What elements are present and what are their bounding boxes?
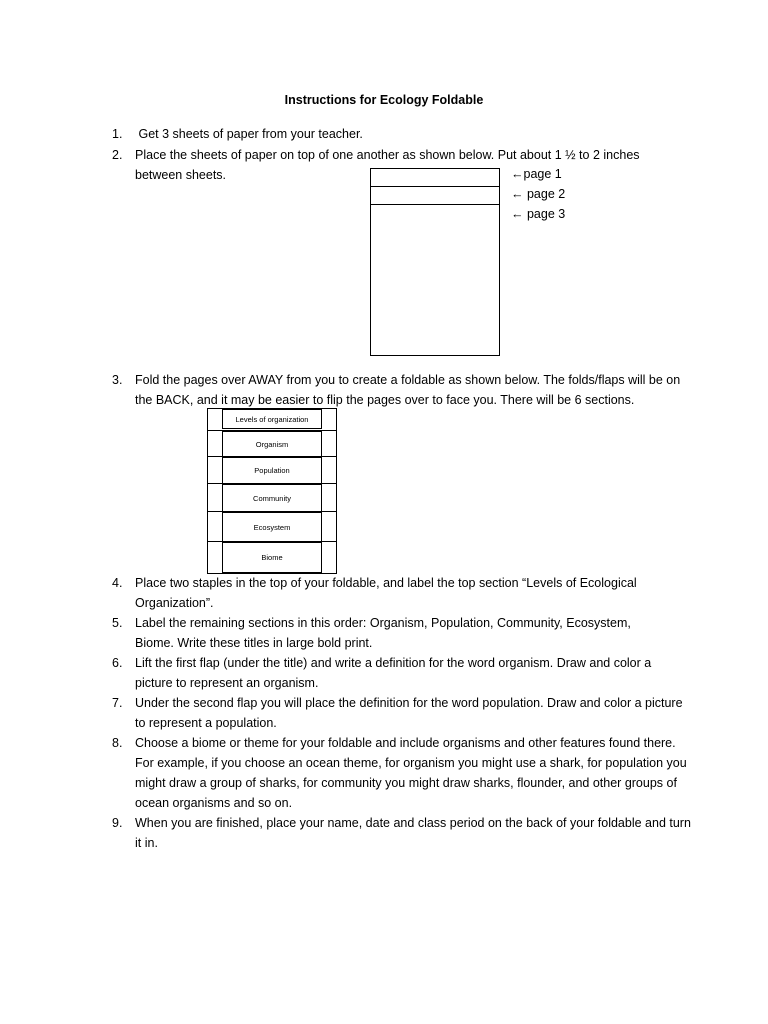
step-number: 6. <box>112 656 123 670</box>
step-9 <box>112 813 692 853</box>
step-number: 9. <box>112 816 123 830</box>
page-2-label: ← page 2 <box>511 187 566 201</box>
step-text: Choose a biome or theme for your foldable and include organisms and other features found there. For example, if you choose an ocean theme, for organism you might use a shark, for population you might draw a group of sharks, for community you might draw sharks, flounder, and other groups of ocean organisms and so on. <box>135 736 687 810</box>
step-text: Label the remaining sections in this order: Organism, Population, Community, Ecosystem, Biome. Write these titles in large bold print. <box>135 616 631 650</box>
step-7 <box>112 693 692 733</box>
page-edge-line <box>370 204 500 205</box>
section-population: Population <box>222 457 322 484</box>
step-number: 8. <box>112 736 123 750</box>
step-text: Fold the pages over AWAY from you to create a foldable as shown below. The folds/flaps will be on the BACK, and it may be easier to flip the pages over to face you. There will be 6 sections. <box>135 373 681 407</box>
stacked-sheets <box>370 168 500 356</box>
step-number: 7. <box>112 696 123 710</box>
step-8 <box>112 733 687 813</box>
section-biome: Biome <box>222 542 322 573</box>
step-number: 1. <box>112 127 123 141</box>
section-levels-of-organization: Levels of organization <box>222 409 322 429</box>
step-text: Get 3 sheets of paper from your teacher. <box>135 127 363 141</box>
step-4 <box>112 573 692 613</box>
document-title: Instructions for Ecology Foldable <box>284 93 484 107</box>
section-ecosystem: Ecosystem <box>222 512 322 542</box>
step-text: Under the second flap you will place the definition for the word population. Draw and color a picture to represent a population. <box>135 696 683 730</box>
step-1 <box>112 124 692 144</box>
page-3-label: ← page 3 <box>511 207 566 221</box>
section-organism: Organism <box>222 431 322 457</box>
step-number: 3. <box>112 373 123 387</box>
step-number: 5. <box>112 616 123 630</box>
page-edge-line <box>370 186 500 187</box>
step-text: Place two staples in the top of your foldable, and label the top section “Levels of Ecological Organization”. <box>135 576 637 610</box>
step-5 <box>112 613 657 653</box>
step-6 <box>112 653 692 693</box>
page-1-label: ←page 1 <box>511 167 562 181</box>
section-community: Community <box>222 484 322 512</box>
step-number: 4. <box>112 576 123 590</box>
step-number: 2. <box>112 148 123 162</box>
step-text: When you are finished, place your name, date and class period on the back of your foldable and turn it in. <box>135 816 691 850</box>
step-3 <box>112 370 692 410</box>
step-text: Place the sheets of paper on top of one another as shown below. Put about 1 ½ to 2 inches between sheets. <box>135 148 640 182</box>
step-text: Lift the first flap (under the title) and write a definition for the word organism. Draw and color a picture to represent an organism. <box>135 656 652 690</box>
